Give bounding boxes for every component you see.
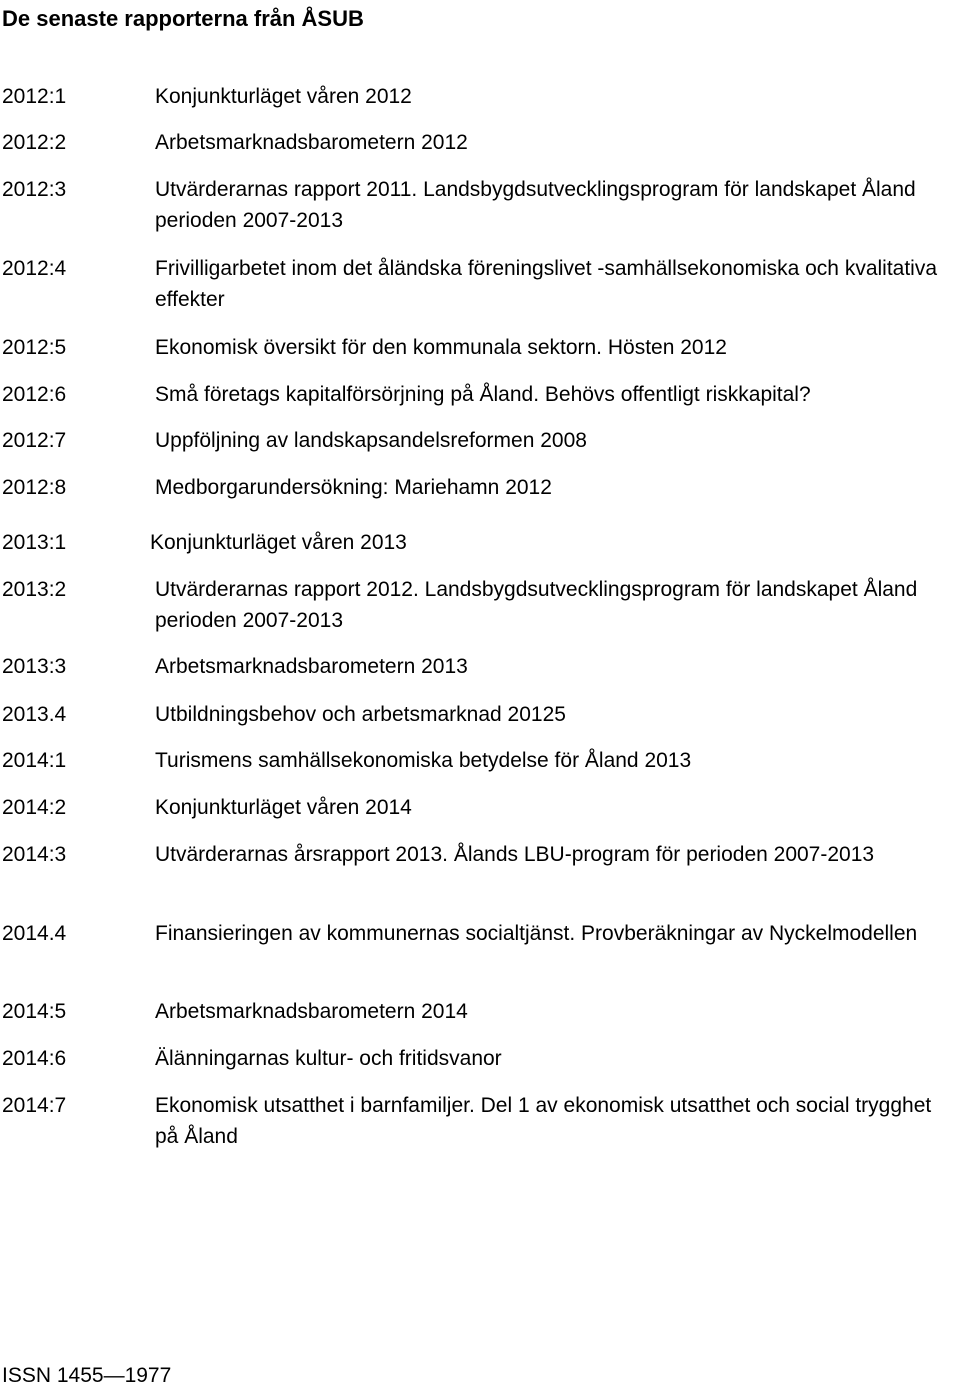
report-code: 2014:1: [2, 749, 67, 772]
report-code: 2013.4: [2, 703, 67, 726]
report-title: Ekonomisk utsatthet i barnfamiljer. Del 1 av ekonomisk utsatthet och social trygghet på Åland: [155, 1094, 932, 1148]
report-title: Finansieringen av kommunernas socialtjänst. Provberäkningar av Nyckelmodellen: [155, 922, 918, 945]
report-title: Utvärderarnas rapport 2011. Landsbygdsutvecklingsprogram för landskapet Åland perioden 2007-2013: [155, 178, 916, 232]
report-code: 2012:3: [2, 178, 67, 201]
report-title: Uppföljning av landskapsandelsreformen 2008: [155, 429, 587, 452]
report-title: Konjunkturläget våren 2013: [150, 531, 407, 554]
report-code: 2014:3: [2, 843, 67, 866]
report-code: 2014:2: [2, 796, 67, 819]
report-code: 2014.4: [2, 922, 67, 945]
report-title: Konjunkturläget våren 2012: [155, 85, 412, 108]
issn-number: ISSN 1455—1977: [2, 1364, 172, 1387]
report-code: 2013:2: [2, 578, 67, 601]
report-title: Turismens samhällsekonomiska betydelse för Åland 2013: [155, 749, 692, 772]
report-code: 2012:2: [2, 131, 67, 154]
report-code: 2013:3: [2, 655, 67, 678]
report-title: Konjunkturläget våren 2014: [155, 796, 412, 819]
report-title: Medborgarundersökning: Mariehamn 2012: [155, 476, 552, 499]
report-code: 2012:4: [2, 257, 67, 280]
report-title: Arbetsmarknadsbarometern 2013: [155, 655, 468, 678]
report-title: Utvärderarnas rapport 2012. Landsbygdsutvecklingsprogram för landskapet Åland perioden 2007-2013: [155, 578, 918, 632]
report-title: Arbetsmarknadsbarometern 2012: [155, 131, 468, 154]
page-title: De senaste rapporterna från ÅSUB: [2, 6, 364, 31]
report-code: 2014:5: [2, 1000, 67, 1023]
report-title: Utbildningsbehov och arbetsmarknad 20125: [155, 703, 566, 726]
report-code: 2012:7: [2, 429, 67, 452]
report-code: 2014:6: [2, 1047, 67, 1070]
report-code: 2012:8: [2, 476, 67, 499]
report-title: Utvärderarnas årsrapport 2013. Ålands LBU-program för perioden 2007-2013: [155, 843, 875, 866]
report-code: 2013:1: [2, 531, 67, 554]
report-code: 2012:6: [2, 383, 67, 406]
report-title: Frivilligarbetet inom det åländska föreningslivet -samhällsekonomiska och kvalitativa effekter: [155, 257, 938, 311]
report-title: Små företags kapitalförsörjning på Åland. Behövs offentligt riskkapital?: [155, 383, 811, 406]
report-title: Ekonomisk översikt för den kommunala sektorn. Hösten 2012: [155, 336, 727, 359]
report-title: Älänningarnas kultur- och fritidsvanor: [155, 1047, 502, 1070]
report-code: 2014:7: [2, 1094, 67, 1117]
report-title: Arbetsmarknadsbarometern 2014: [155, 1000, 468, 1023]
report-code: 2012:5: [2, 336, 67, 359]
report-code: 2012:1: [2, 85, 67, 108]
